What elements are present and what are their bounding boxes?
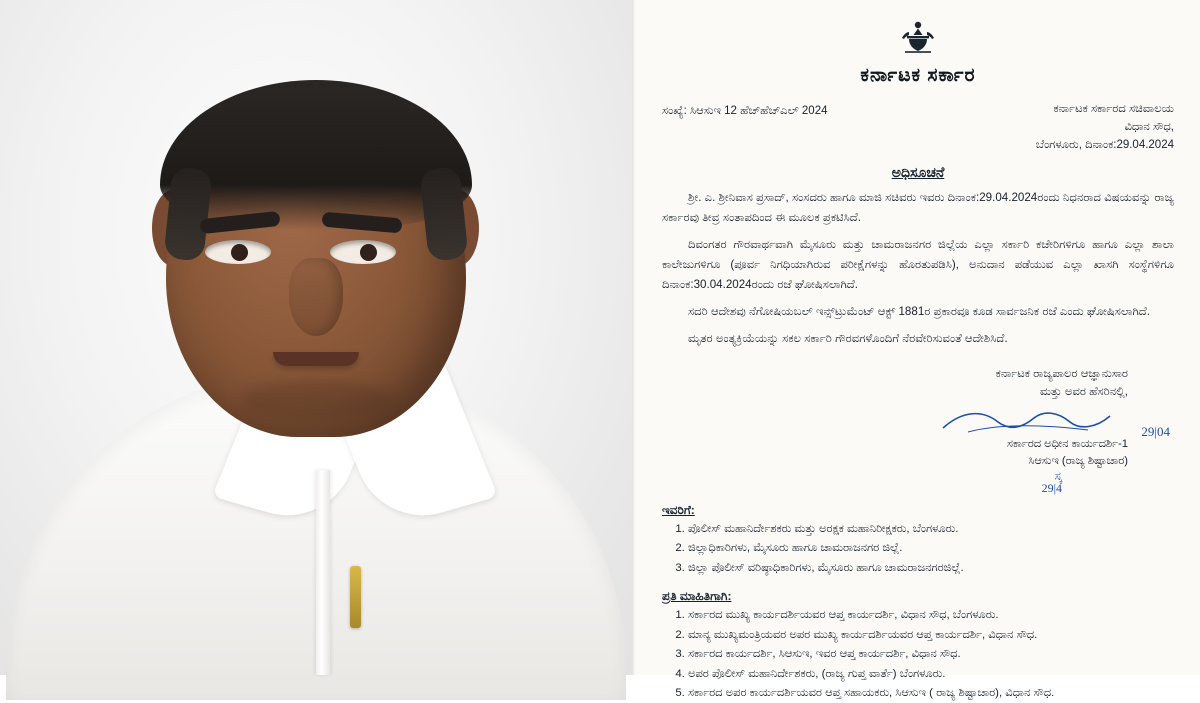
list-item: 3. ಸರ್ಕಾರದ ಕಾರ್ಯದರ್ಶಿ, ಸಿಆಸುಇ, ಇವರ ಆಪ್ತ ಕಾರ್ಯದರ್ಶಿ, ವಿಧಾನ ಸೌಧ. — [688, 645, 1174, 663]
paragraph-1: ಶ್ರೀ. ಎ. ಶ್ರೀನಿವಾಸ ಪ್ರಸಾದ್, ಸಂಸದರು ಹಾಗೂ ಮಾಜಿ ಸಚಿವರು ಇವರು ದಿನಾಂಕ:29.04.2024ರಂದು ನಿಧನರಾದ ವಿಷಯವನ್ನು ರಾಜ್ಯ ಸರ್ಕಾರವು ತೀವ್ರ ಸಂತಾಪದಿಂದ ಈ ಮೂಲಕ ಪ್ರಕಟಿಸಿದೆ. — [662, 191, 1174, 225]
to-list-title: ಇವರಿಗೆ: — [662, 502, 695, 517]
government-title: ಕರ್ನಾಟಕ ಸರ್ಕಾರ — [860, 65, 976, 86]
reference-number: ಸಂಖ್ಯೆ: ಸಿಆಸುಇ 12 ಹೆಚ್‌ಹೆಚ್‌ಎಲ್ 2024 — [662, 105, 828, 117]
initial-mark: ಸ್ಕ — [1054, 468, 1062, 483]
to-list — [662, 520, 1174, 577]
copy-list — [662, 606, 1174, 702]
order-heading: ಅಧಿಸೂಚನೆ — [891, 164, 945, 181]
issuing-office — [1036, 101, 1174, 154]
place-date-line: ಬೆಂಗಳೂರು, ದಿನಾಂಕ:29.04.2024 — [1035, 138, 1174, 151]
list-item: 5. ಸರ್ಕಾರದ ಅಪರ ಕಾರ್ಯದರ್ಶಿಯವರ ಆಪ್ತ ಸಹಾಯಕರು, ಸಿಆಸುಇ ( ರಾಜ್ಯ ಶಿಷ್ಟಾಚಾರ), ವಿಧಾನ ಸೌಧ. — [688, 684, 1174, 702]
chin-shadow — [241, 380, 391, 420]
list-item: 1. ಸರ್ಕಾರದ ಮುಖ್ಯ ಕಾರ್ಯದರ್ಶಿಯವರ ಆಪ್ತ ಕಾರ್ಯದರ್ಶಿ, ವಿಧಾನ ಸೌಧ, ಬೆಂಗಳೂರು. — [688, 606, 1174, 624]
document-meta — [662, 101, 1174, 154]
pocket-pen — [350, 566, 361, 628]
mouth — [273, 352, 359, 366]
pupil-right — [360, 244, 377, 261]
signatory-initials — [662, 470, 1174, 495]
initial-date: 29|4 — [1041, 481, 1062, 496]
pupil-left — [231, 244, 248, 261]
list-item: 2. ಮಾನ್ಯ ಮುಖ್ಯಮಂತ್ರಿಯವರ ಅಪರ ಮುಖ್ಯ ಕಾರ್ಯದರ್ಶಿಯವರ ಆಪ್ತ ಕಾರ್ಯದರ್ಶಿ, ವಿಧಾನ ಸೌಧ. — [688, 626, 1174, 644]
signature-date: 29|04 — [1141, 423, 1170, 439]
authority-block — [662, 365, 1174, 402]
designation-line-1: ಸರ್ಕಾರದ ಅಧೀನ ಕಾರ್ಯದರ್ಶಿ-1 — [1006, 437, 1128, 450]
emblem-container — [662, 16, 1174, 60]
authority-line-2: ಮತ್ತು ಅವರ ಹೆಸರಿನಲ್ಲಿ, — [1040, 386, 1128, 399]
government-order-document — [632, 0, 1200, 700]
karnataka-government-emblem-icon — [895, 43, 941, 60]
shirt-placket — [316, 470, 330, 675]
paragraph-4: ಮೃತರ ಅಂತ್ಯಕ್ರಿಯೆಯನ್ನು ಸಕಲ ಸರ್ಕಾರಿ ಗೌರವಗಳೊಂದಿಗೆ ನೆರವೇರಿಸುವಂತೆ ಆದೇಶಿಸಿದೆ. — [688, 332, 1008, 346]
list-item: 2. ಜಿಲ್ಲಾಧಿಕಾರಿಗಳು, ಮೈಸೂರು ಹಾಗೂ ಚಾಮರಾಜನಗರ ಜಿಲ್ಲೆ. — [688, 539, 1174, 557]
paragraph-2: ದಿವಂಗತರ ಗೌರವಾರ್ಥವಾಗಿ ಮೈಸೂರು ಮತ್ತು ಚಾಮರಾಜನಗರ ಜಿಲ್ಲೆಯ ಎಲ್ಲಾ ಸರ್ಕಾರಿ ಕಚೇರಿಗಳಿಗೂ ಹಾಗೂ ಎಲ್ಲಾ ಶಾಲಾ ಕಾಲೇಜುಗಳಿಗೂ (ಪೂರ್ವ ನಿಗಧಿಯಾಗಿರುವ ಪರೀಕ್ಷೆಗಳನ್ನು ಹೊರತುಪಡಿಸಿ), ಅನುದಾನ ಪಡೆಯುವ ಎಲ್ಲಾ ಖಾಸಗಿ ಸಂಸ್ಥೆಗಳಿಗೂ ದಿನಾಂಕ:30.04.2024ರಂದು ರಜೆ ಘೋಷಿಸಲಾಗಿದೆ. — [662, 238, 1174, 292]
list-item: 3. ಜಿಲ್ಲಾ ಪೊಲೀಸ್ ವರಿಷ್ಠಾಧಿಕಾರಿಗಳು, ಮೈಸೂರು ಹಾಗೂ ಚಾಮರಾಜನಗರಜಿಲ್ಲೆ. — [688, 559, 1174, 577]
secretariat-line: ಕರ್ನಾಟಕ ಸರ್ಕಾರದ ಸಚಿವಾಲಯ — [1053, 103, 1174, 115]
authority-line-1: ಕರ್ನಾಟಕ ರಾಜ್ಯಪಾಲರ ಆಜ್ಞಾನುಸಾರ — [995, 368, 1128, 380]
list-item: 4. ಅಪರ ಪೊಲೀಸ್ ಮಹಾನಿರ್ದೇಶಕರು, (ರಾಜ್ಯ ಗುಪ್ತ ವಾರ್ತೆ) ಬೆಂಗಳೂರು. — [688, 665, 1174, 683]
signatory-designation — [662, 436, 1174, 470]
eye-right — [330, 240, 396, 264]
paragraph-3: ಸದರಿ ಆದೇಶವು ನೆಗೋಷಿಯಬಲ್ ಇನ್ಸ್‌ಟ್ರುಮೆಂಟ್ ಆಕ್ಟ್ 1881ರ ಪ್ರಕಾರವೂ ಕೂಡ ಸಾರ್ವಜನಿಕ ರಜೆ ಎಂದು ಘೋಷಿಸಲಾಗಿದೆ. — [688, 305, 1150, 319]
signature-area — [662, 406, 1174, 439]
designation-line-2: ಸಿಆಸುಇ (ರಾಜ್ಯ ಶಿಷ್ಟಾಚಾರ) — [1028, 454, 1128, 467]
building-line: ವಿಧಾನ ಸೌಧ, — [1124, 120, 1174, 133]
eye-left — [205, 240, 271, 264]
nose — [289, 258, 343, 336]
list-item: 1. ಪೊಲೀಸ್ ಮಹಾನಿರ್ದೇಶಕರು ಮತ್ತು ಅರಕ್ಷಕ ಮಹಾನಿರೀಕ್ಷಕರು, ಬೆಂಗಳೂರು. — [688, 520, 1174, 538]
copy-list-title: ಪ್ರತಿ ಮಾಹಿತಿಗಾಗಿ: — [662, 589, 732, 604]
handwritten-signature-icon — [938, 406, 1118, 436]
